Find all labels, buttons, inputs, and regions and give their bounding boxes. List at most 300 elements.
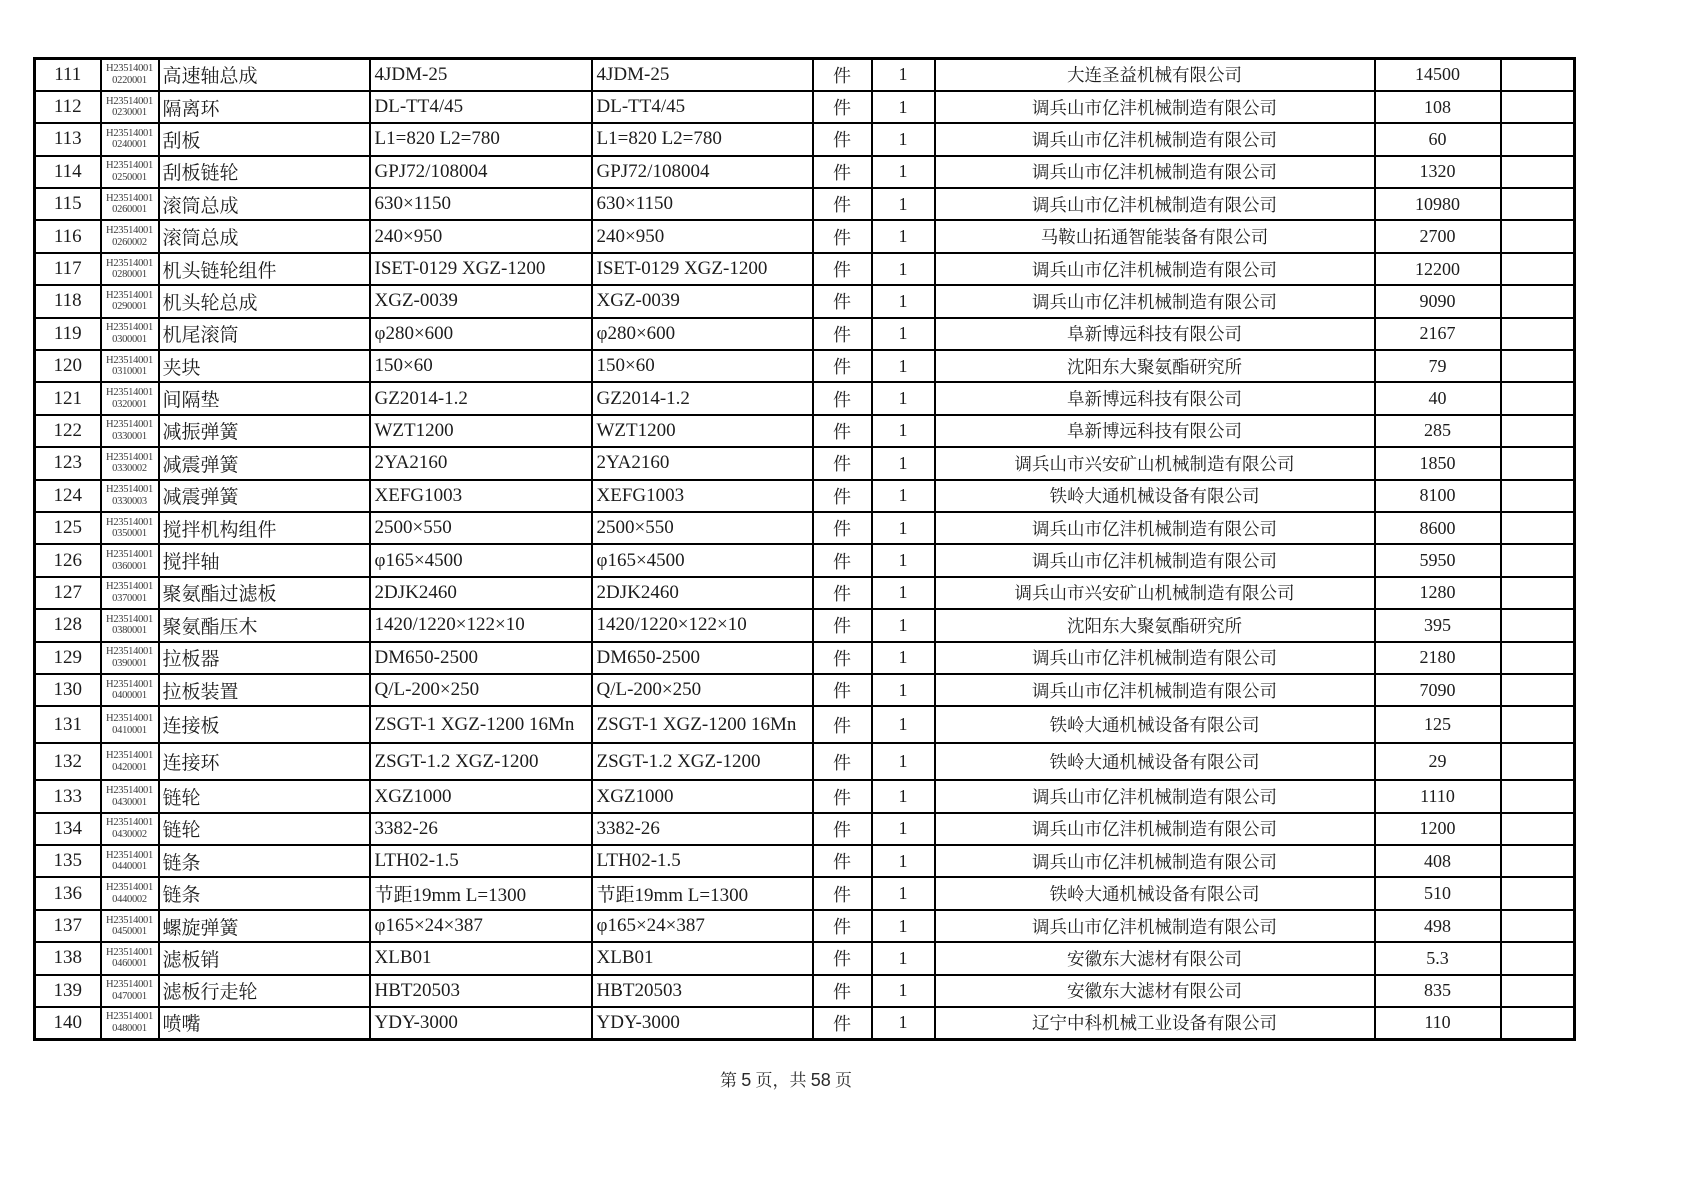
cell-unit: 件 xyxy=(813,609,872,641)
cell-supplier: 调兵山市亿沣机械制造有限公司 xyxy=(935,674,1375,706)
cell-quantity: 1 xyxy=(872,253,935,285)
cell-unit: 件 xyxy=(813,577,872,609)
cell-price: 8100 xyxy=(1375,480,1501,512)
cell-quantity: 1 xyxy=(872,1007,935,1039)
cell-empty xyxy=(1501,123,1575,155)
cell-price: 8600 xyxy=(1375,512,1501,544)
cell-unit: 件 xyxy=(813,318,872,350)
table-row xyxy=(35,123,1575,155)
cell-quantity: 1 xyxy=(872,743,935,780)
cell-model-spec: 150×60 xyxy=(370,350,592,382)
cell-quantity: 1 xyxy=(872,382,935,414)
cell-model-spec-2: 630×1150 xyxy=(592,188,813,220)
cell-model-spec-2: GPJ72/108004 xyxy=(592,156,813,188)
cell-model-spec: DM650-2500 xyxy=(370,642,592,674)
cell-row-number: 112 xyxy=(35,91,101,123)
cell-supplier: 调兵山市亿沣机械制造有限公司 xyxy=(935,188,1375,220)
cell-row-number: 125 xyxy=(35,512,101,544)
cell-row-number: 133 xyxy=(35,780,101,812)
cell-model-spec: φ280×600 xyxy=(370,318,592,350)
cell-model-spec-2: 1420/1220×122×10 xyxy=(592,609,813,641)
cell-part-name: 聚氨酯压木 xyxy=(159,609,370,641)
cell-item-code xyxy=(101,910,159,942)
cell-part-name: 拉板器 xyxy=(159,642,370,674)
cell-empty xyxy=(1501,743,1575,780)
page-indicator xyxy=(33,1066,1539,1091)
cell-price: 10980 xyxy=(1375,188,1501,220)
cell-model-spec: 节距19mm L=1300 xyxy=(370,877,592,909)
item-code-line1: H23514001 xyxy=(106,160,153,172)
cell-part-name: 链条 xyxy=(159,877,370,909)
cell-item-code xyxy=(101,382,159,414)
item-code-line2: 0390001 xyxy=(112,657,147,669)
cell-price: 285 xyxy=(1375,415,1501,447)
cell-item-code xyxy=(101,609,159,641)
cell-supplier: 沈阳东大聚氨酯研究所 xyxy=(935,350,1375,382)
item-code-line1: H23514001 xyxy=(106,646,153,658)
cell-model-spec-2: 2DJK2460 xyxy=(592,577,813,609)
table-row xyxy=(35,156,1575,188)
cell-model-spec: 240×950 xyxy=(370,220,592,252)
cell-price: 29 xyxy=(1375,743,1501,780)
table-row xyxy=(35,285,1575,317)
cell-row-number: 111 xyxy=(35,59,101,91)
cell-model-spec-2: 3382-26 xyxy=(592,813,813,845)
cell-model-spec: GZ2014-1.2 xyxy=(370,382,592,414)
item-code-line1: H23514001 xyxy=(106,1011,153,1023)
cell-supplier: 调兵山市亿沣机械制造有限公司 xyxy=(935,253,1375,285)
cell-row-number: 124 xyxy=(35,480,101,512)
cell-supplier: 调兵山市兴安矿山机械制造有限公司 xyxy=(935,447,1375,479)
table-row xyxy=(35,743,1575,780)
item-code-line2: 0450001 xyxy=(112,926,147,938)
item-code-line2: 0220001 xyxy=(112,74,147,86)
cell-price: 5950 xyxy=(1375,544,1501,576)
cell-model-spec-2: 150×60 xyxy=(592,350,813,382)
cell-supplier: 调兵山市亿沣机械制造有限公司 xyxy=(935,813,1375,845)
cell-part-name: 夹块 xyxy=(159,350,370,382)
page-total: 58 xyxy=(810,1070,831,1090)
cell-item-code xyxy=(101,59,159,91)
cell-price: 40 xyxy=(1375,382,1501,414)
cell-row-number: 137 xyxy=(35,910,101,942)
cell-model-spec-2: 节距19mm L=1300 xyxy=(592,877,813,909)
cell-item-code xyxy=(101,813,159,845)
cell-part-name: 喷嘴 xyxy=(159,1007,370,1039)
cell-part-name: 刮板 xyxy=(159,123,370,155)
item-code-line1: H23514001 xyxy=(106,419,153,431)
table-row xyxy=(35,188,1575,220)
cell-supplier: 辽宁中科机械工业设备有限公司 xyxy=(935,1007,1375,1039)
cell-part-name: 滤板行走轮 xyxy=(159,975,370,1007)
table-row xyxy=(35,845,1575,877)
cell-item-code xyxy=(101,877,159,909)
table-row xyxy=(35,220,1575,252)
item-code-line2: 0260002 xyxy=(112,236,147,248)
parts-table-container xyxy=(33,57,1576,1041)
cell-model-spec-2: XGZ-0039 xyxy=(592,285,813,317)
cell-quantity: 1 xyxy=(872,123,935,155)
cell-model-spec-2: 240×950 xyxy=(592,220,813,252)
cell-empty xyxy=(1501,845,1575,877)
item-code-line1: H23514001 xyxy=(106,225,153,237)
cell-supplier: 阜新博远科技有限公司 xyxy=(935,415,1375,447)
cell-empty xyxy=(1501,706,1575,743)
cell-unit: 件 xyxy=(813,845,872,877)
cell-part-name: 机头轮总成 xyxy=(159,285,370,317)
table-row xyxy=(35,813,1575,845)
cell-quantity: 1 xyxy=(872,285,935,317)
cell-model-spec-2: ZSGT-1 XGZ-1200 16Mn xyxy=(592,706,813,743)
cell-supplier: 调兵山市亿沣机械制造有限公司 xyxy=(935,512,1375,544)
item-code-line2: 0470001 xyxy=(112,990,147,1002)
cell-row-number: 119 xyxy=(35,318,101,350)
cell-model-spec-2: GZ2014-1.2 xyxy=(592,382,813,414)
cell-unit: 件 xyxy=(813,780,872,812)
cell-row-number: 136 xyxy=(35,877,101,909)
cell-unit: 件 xyxy=(813,415,872,447)
table-row xyxy=(35,447,1575,479)
item-code-line2: 0370001 xyxy=(112,592,147,604)
item-code-line2: 0430002 xyxy=(112,828,147,840)
cell-supplier: 调兵山市亿沣机械制造有限公司 xyxy=(935,642,1375,674)
cell-model-spec: WZT1200 xyxy=(370,415,592,447)
cell-unit: 件 xyxy=(813,706,872,743)
cell-model-spec: 4JDM-25 xyxy=(370,59,592,91)
cell-part-name: 滚筒总成 xyxy=(159,188,370,220)
table-row xyxy=(35,780,1575,812)
item-code-line2: 0360001 xyxy=(112,560,147,572)
cell-model-spec-2: 4JDM-25 xyxy=(592,59,813,91)
item-code-line1: H23514001 xyxy=(106,849,153,861)
cell-price: 1320 xyxy=(1375,156,1501,188)
cell-model-spec: 2DJK2460 xyxy=(370,577,592,609)
cell-item-code xyxy=(101,975,159,1007)
item-code-line2: 0320001 xyxy=(112,398,147,410)
table-row xyxy=(35,253,1575,285)
cell-part-name: 机头链轮组件 xyxy=(159,253,370,285)
cell-item-code xyxy=(101,220,159,252)
cell-model-spec: HBT20503 xyxy=(370,975,592,1007)
item-code-line1: H23514001 xyxy=(106,613,153,625)
item-code-line1: H23514001 xyxy=(106,817,153,829)
cell-quantity: 1 xyxy=(872,350,935,382)
cell-unit: 件 xyxy=(813,188,872,220)
cell-supplier: 调兵山市亿沣机械制造有限公司 xyxy=(935,285,1375,317)
cell-unit: 件 xyxy=(813,285,872,317)
cell-part-name: 聚氨酯过滤板 xyxy=(159,577,370,609)
item-code-line1: H23514001 xyxy=(106,914,153,926)
cell-item-code xyxy=(101,350,159,382)
cell-supplier: 安徽东大滤材有限公司 xyxy=(935,975,1375,1007)
cell-empty xyxy=(1501,318,1575,350)
cell-part-name: 机尾滚筒 xyxy=(159,318,370,350)
cell-price: 1850 xyxy=(1375,447,1501,479)
cell-supplier: 马鞍山拓通智能装备有限公司 xyxy=(935,220,1375,252)
cell-price: 5.3 xyxy=(1375,942,1501,974)
cell-item-code xyxy=(101,156,159,188)
cell-empty xyxy=(1501,59,1575,91)
cell-row-number: 135 xyxy=(35,845,101,877)
cell-item-code xyxy=(101,674,159,706)
cell-model-spec: Q/L-200×250 xyxy=(370,674,592,706)
cell-quantity: 1 xyxy=(872,512,935,544)
table-row xyxy=(35,318,1575,350)
item-code-line1: H23514001 xyxy=(106,946,153,958)
table-row xyxy=(35,674,1575,706)
table-row xyxy=(35,59,1575,91)
cell-quantity: 1 xyxy=(872,415,935,447)
cell-model-spec-2: WZT1200 xyxy=(592,415,813,447)
cell-unit: 件 xyxy=(813,1007,872,1039)
item-code-line1: H23514001 xyxy=(106,678,153,690)
table-row xyxy=(35,975,1575,1007)
cell-price: 835 xyxy=(1375,975,1501,1007)
cell-item-code xyxy=(101,91,159,123)
item-code-line2: 0300001 xyxy=(112,333,147,345)
cell-item-code xyxy=(101,1007,159,1039)
item-code-line2: 0290001 xyxy=(112,301,147,313)
cell-row-number: 114 xyxy=(35,156,101,188)
cell-unit: 件 xyxy=(813,447,872,479)
page-indicator-prefix: 第 xyxy=(719,1071,737,1090)
item-code-line1: H23514001 xyxy=(106,516,153,528)
cell-quantity: 1 xyxy=(872,877,935,909)
cell-unit: 件 xyxy=(813,813,872,845)
cell-model-spec: 2YA2160 xyxy=(370,447,592,479)
cell-row-number: 138 xyxy=(35,942,101,974)
cell-supplier: 调兵山市亿沣机械制造有限公司 xyxy=(935,845,1375,877)
cell-unit: 件 xyxy=(813,975,872,1007)
cell-model-spec-2: ZSGT-1.2 XGZ-1200 xyxy=(592,743,813,780)
cell-model-spec: XEFG1003 xyxy=(370,480,592,512)
cell-unit: 件 xyxy=(813,942,872,974)
item-code-line1: H23514001 xyxy=(106,127,153,139)
cell-part-name: 滚筒总成 xyxy=(159,220,370,252)
cell-supplier: 调兵山市亿沣机械制造有限公司 xyxy=(935,91,1375,123)
cell-empty xyxy=(1501,975,1575,1007)
cell-item-code xyxy=(101,706,159,743)
cell-unit: 件 xyxy=(813,156,872,188)
item-code-line2: 0350001 xyxy=(112,528,147,540)
cell-quantity: 1 xyxy=(872,447,935,479)
item-code-line2: 0420001 xyxy=(112,761,147,773)
cell-price: 408 xyxy=(1375,845,1501,877)
cell-part-name: 高速轴总成 xyxy=(159,59,370,91)
cell-supplier: 调兵山市亿沣机械制造有限公司 xyxy=(935,156,1375,188)
cell-unit: 件 xyxy=(813,253,872,285)
cell-empty xyxy=(1501,382,1575,414)
item-code-line1: H23514001 xyxy=(106,581,153,593)
cell-supplier: 调兵山市亿沣机械制造有限公司 xyxy=(935,780,1375,812)
cell-model-spec-2: 2YA2160 xyxy=(592,447,813,479)
cell-row-number: 120 xyxy=(35,350,101,382)
cell-item-code xyxy=(101,942,159,974)
cell-model-spec-2: YDY-3000 xyxy=(592,1007,813,1039)
cell-price: 125 xyxy=(1375,706,1501,743)
cell-part-name: 隔离环 xyxy=(159,91,370,123)
cell-item-code xyxy=(101,480,159,512)
cell-unit: 件 xyxy=(813,220,872,252)
cell-row-number: 118 xyxy=(35,285,101,317)
cell-part-name: 间隔垫 xyxy=(159,382,370,414)
cell-empty xyxy=(1501,350,1575,382)
table-row xyxy=(35,942,1575,974)
cell-model-spec: L1=820 L2=780 xyxy=(370,123,592,155)
cell-item-code xyxy=(101,743,159,780)
item-code-line1: H23514001 xyxy=(106,354,153,366)
item-code-line2: 0400001 xyxy=(112,690,147,702)
item-code-line2: 0410001 xyxy=(112,724,147,736)
table-row xyxy=(35,1007,1575,1039)
cell-row-number: 139 xyxy=(35,975,101,1007)
cell-item-code xyxy=(101,845,159,877)
cell-quantity: 1 xyxy=(872,609,935,641)
item-code-line1: H23514001 xyxy=(106,750,153,762)
cell-model-spec-2: 2500×550 xyxy=(592,512,813,544)
cell-supplier: 铁岭大通机械设备有限公司 xyxy=(935,706,1375,743)
table-row xyxy=(35,415,1575,447)
item-code-line2: 0310001 xyxy=(112,366,147,378)
cell-model-spec-2: XGZ1000 xyxy=(592,780,813,812)
cell-empty xyxy=(1501,942,1575,974)
cell-part-name: 链轮 xyxy=(159,780,370,812)
cell-empty xyxy=(1501,156,1575,188)
cell-model-spec: XLB01 xyxy=(370,942,592,974)
cell-empty xyxy=(1501,253,1575,285)
cell-item-code xyxy=(101,253,159,285)
cell-quantity: 1 xyxy=(872,188,935,220)
item-code-line2: 0240001 xyxy=(112,139,147,151)
item-code-line2: 0380001 xyxy=(112,625,147,637)
cell-unit: 件 xyxy=(813,123,872,155)
cell-row-number: 122 xyxy=(35,415,101,447)
cell-quantity: 1 xyxy=(872,845,935,877)
cell-unit: 件 xyxy=(813,59,872,91)
table-row xyxy=(35,350,1575,382)
cell-item-code xyxy=(101,318,159,350)
item-code-line2: 0440002 xyxy=(112,893,147,905)
cell-quantity: 1 xyxy=(872,91,935,123)
item-code-line1: H23514001 xyxy=(106,713,153,725)
parts-table xyxy=(33,57,1576,1041)
cell-row-number: 115 xyxy=(35,188,101,220)
table-row xyxy=(35,877,1575,909)
cell-empty xyxy=(1501,480,1575,512)
cell-empty xyxy=(1501,642,1575,674)
cell-price: 1200 xyxy=(1375,813,1501,845)
cell-quantity: 1 xyxy=(872,544,935,576)
item-code-line1: H23514001 xyxy=(106,451,153,463)
table-row xyxy=(35,577,1575,609)
cell-model-spec-2: ISET-0129 XGZ-1200 xyxy=(592,253,813,285)
cell-quantity: 1 xyxy=(872,942,935,974)
item-code-line2: 0260001 xyxy=(112,204,147,216)
cell-unit: 件 xyxy=(813,642,872,674)
cell-row-number: 140 xyxy=(35,1007,101,1039)
item-code-line2: 0480001 xyxy=(112,1022,147,1034)
table-row xyxy=(35,480,1575,512)
cell-part-name: 链轮 xyxy=(159,813,370,845)
cell-model-spec-2: XEFG1003 xyxy=(592,480,813,512)
cell-item-code xyxy=(101,577,159,609)
cell-empty xyxy=(1501,910,1575,942)
cell-model-spec: XGZ1000 xyxy=(370,780,592,812)
item-code-line1: H23514001 xyxy=(106,979,153,991)
cell-part-name: 链条 xyxy=(159,845,370,877)
cell-row-number: 127 xyxy=(35,577,101,609)
cell-item-code xyxy=(101,512,159,544)
cell-quantity: 1 xyxy=(872,642,935,674)
cell-model-spec: DL-TT4/45 xyxy=(370,91,592,123)
cell-model-spec-2: L1=820 L2=780 xyxy=(592,123,813,155)
cell-model-spec: LTH02-1.5 xyxy=(370,845,592,877)
cell-price: 108 xyxy=(1375,91,1501,123)
cell-price: 2700 xyxy=(1375,220,1501,252)
cell-supplier: 阜新博远科技有限公司 xyxy=(935,318,1375,350)
table-row xyxy=(35,382,1575,414)
cell-quantity: 1 xyxy=(872,156,935,188)
cell-unit: 件 xyxy=(813,480,872,512)
cell-row-number: 132 xyxy=(35,743,101,780)
cell-model-spec-2: φ165×24×387 xyxy=(592,910,813,942)
item-code-line1: H23514001 xyxy=(106,257,153,269)
cell-item-code xyxy=(101,447,159,479)
cell-row-number: 123 xyxy=(35,447,101,479)
cell-empty xyxy=(1501,1007,1575,1039)
cell-unit: 件 xyxy=(813,382,872,414)
cell-model-spec: 630×1150 xyxy=(370,188,592,220)
cell-empty xyxy=(1501,609,1575,641)
cell-item-code xyxy=(101,642,159,674)
cell-quantity: 1 xyxy=(872,780,935,812)
cell-row-number: 113 xyxy=(35,123,101,155)
item-code-line2: 0330002 xyxy=(112,463,147,475)
cell-quantity: 1 xyxy=(872,480,935,512)
cell-unit: 件 xyxy=(813,350,872,382)
table-row xyxy=(35,91,1575,123)
cell-model-spec: ZSGT-1 XGZ-1200 16Mn xyxy=(370,706,592,743)
cell-supplier: 阜新博远科技有限公司 xyxy=(935,382,1375,414)
cell-empty xyxy=(1501,220,1575,252)
cell-price: 79 xyxy=(1375,350,1501,382)
cell-model-spec: φ165×4500 xyxy=(370,544,592,576)
cell-price: 510 xyxy=(1375,877,1501,909)
table-row xyxy=(35,706,1575,743)
cell-unit: 件 xyxy=(813,910,872,942)
cell-empty xyxy=(1501,447,1575,479)
cell-quantity: 1 xyxy=(872,910,935,942)
item-code-line1: H23514001 xyxy=(106,289,153,301)
table-row xyxy=(35,609,1575,641)
cell-price: 7090 xyxy=(1375,674,1501,706)
cell-unit: 件 xyxy=(813,877,872,909)
cell-quantity: 1 xyxy=(872,813,935,845)
item-code-line1: H23514001 xyxy=(106,882,153,894)
cell-price: 2180 xyxy=(1375,642,1501,674)
cell-supplier: 铁岭大通机械设备有限公司 xyxy=(935,877,1375,909)
cell-price: 110 xyxy=(1375,1007,1501,1039)
cell-empty xyxy=(1501,188,1575,220)
cell-model-spec: YDY-3000 xyxy=(370,1007,592,1039)
cell-price: 395 xyxy=(1375,609,1501,641)
cell-row-number: 126 xyxy=(35,544,101,576)
cell-unit: 件 xyxy=(813,674,872,706)
cell-part-name: 搅拌机构组件 xyxy=(159,512,370,544)
cell-item-code xyxy=(101,188,159,220)
cell-row-number: 134 xyxy=(35,813,101,845)
cell-empty xyxy=(1501,577,1575,609)
